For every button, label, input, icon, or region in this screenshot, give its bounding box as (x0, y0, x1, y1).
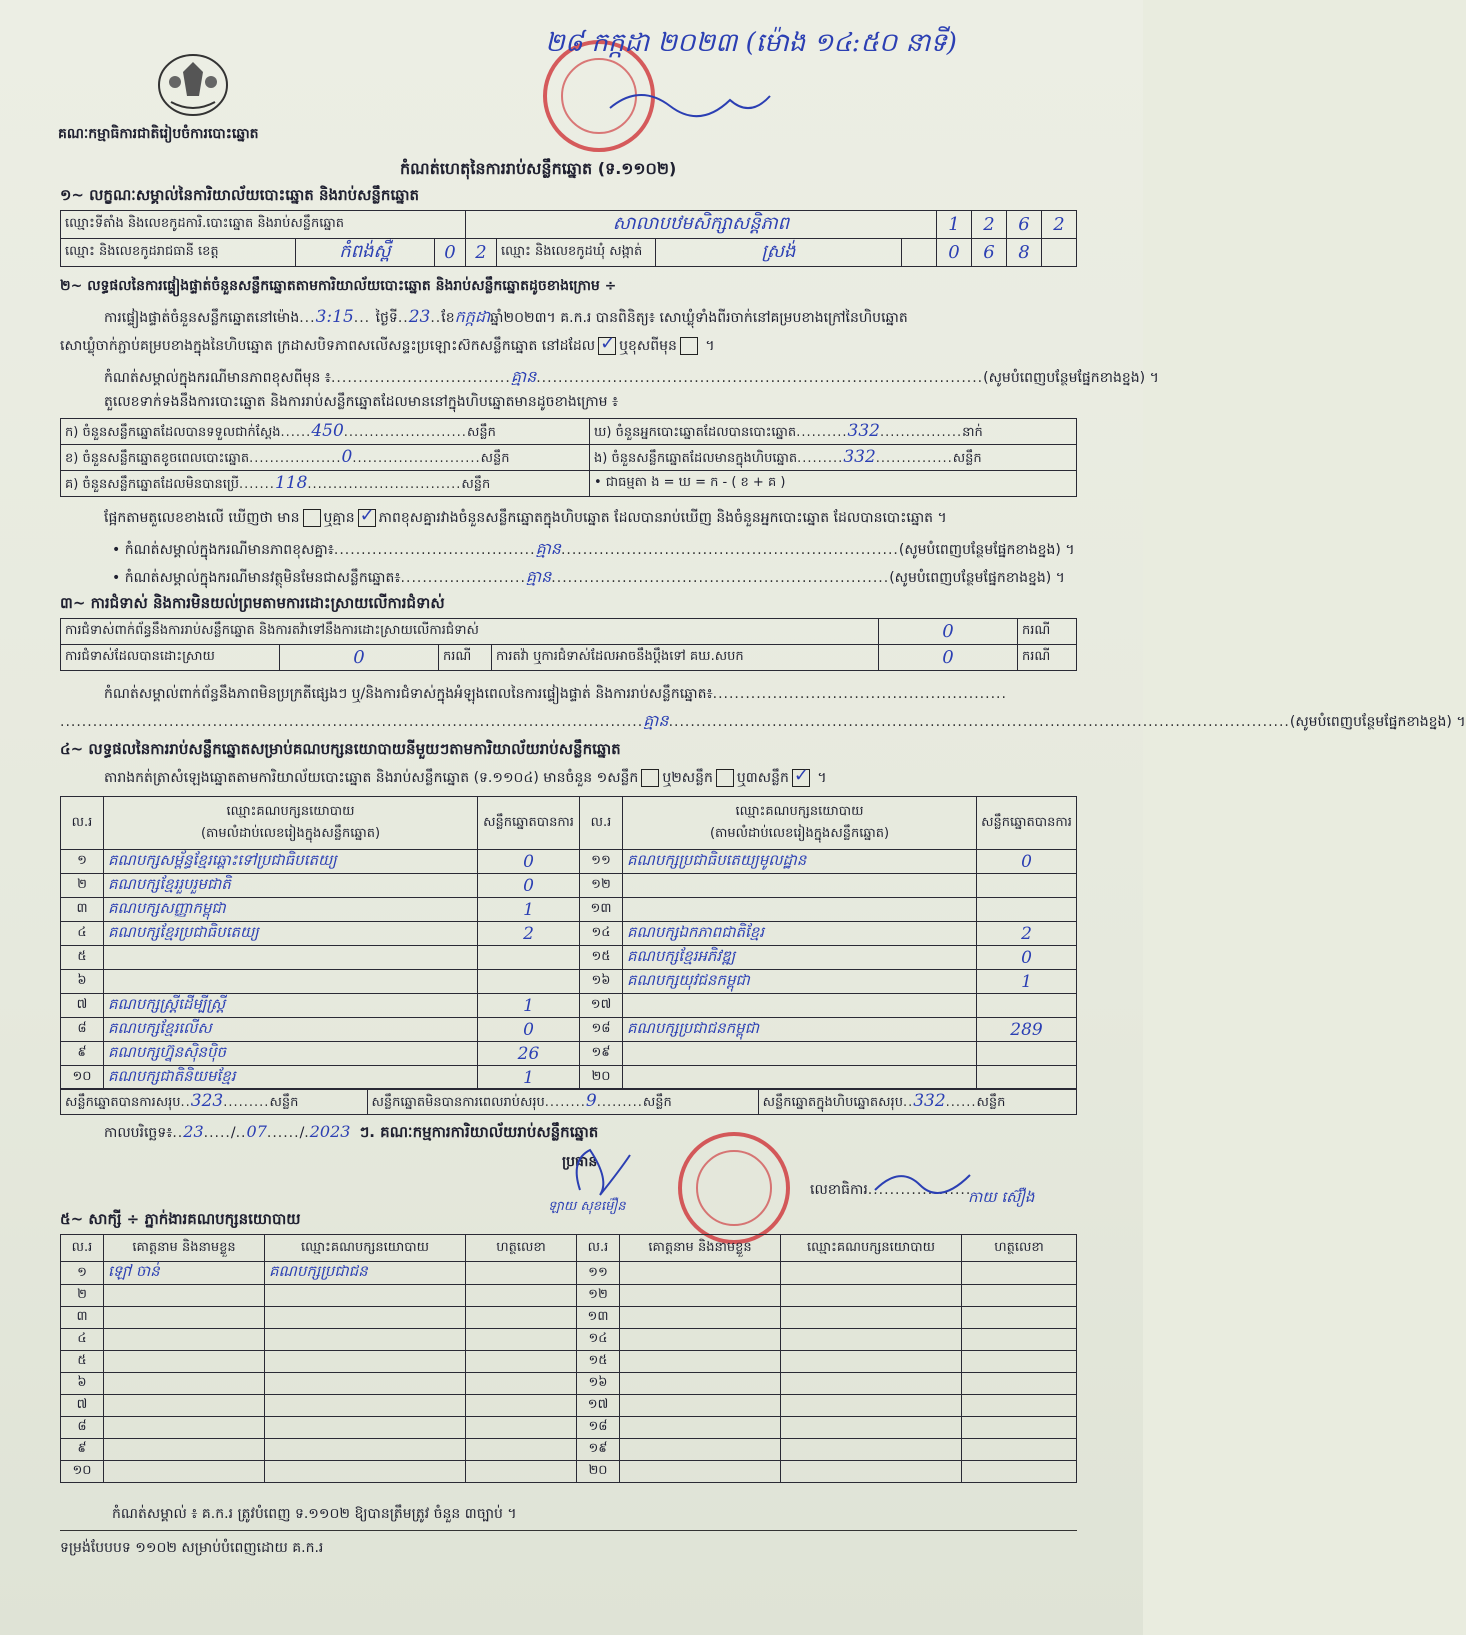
party-row (61, 994, 1077, 1018)
footer-divider (60, 1530, 1077, 1531)
witness-name (104, 1373, 265, 1395)
party-votes: 1 (478, 898, 580, 922)
secretary-name: កាយ ស៊ឿង (968, 1188, 1035, 1206)
witness-name (620, 1373, 781, 1395)
party-number: ១០ (61, 1066, 104, 1090)
witness-signature (962, 1395, 1077, 1417)
party-name (623, 1042, 977, 1066)
party-name: គណបក្សខ្មែររួបរួមជាតិ (104, 874, 478, 898)
party-votes: 0 (977, 850, 1077, 874)
party-number: ៣ (61, 898, 104, 922)
witness-signature (962, 1307, 1077, 1329)
party-name (104, 970, 478, 994)
chair-label: ប្រធាន (562, 1154, 598, 1170)
witness-number: ១៥ (577, 1351, 620, 1373)
witness-signature (466, 1439, 577, 1461)
witness-party (781, 1329, 962, 1351)
party-votes: 0 (478, 1018, 580, 1042)
party-name (623, 898, 977, 922)
diff-note-line: កំណត់សម្គាល់ក្នុងករណីមានភាពខុសពីមុន ៖.................................គ្មាន..................................................................................(សូមបំពេញបន្ថែមផ្នែកខាងខ្នង) ។ (104, 367, 1159, 386)
party-votes (977, 1042, 1077, 1066)
station-value: សាលាបឋមសិក្សាសន្តិភាព (466, 211, 937, 239)
count-formula: • ជាធម្មតា ង = ឃ = ក - ( ខ + គ ) (590, 471, 1077, 497)
witness-number: ១៤ (577, 1329, 620, 1351)
province-value: កំពង់ស្ពឺ (296, 239, 435, 267)
no-diff-checkbox[interactable] (358, 509, 376, 527)
commune-code-2: 6 (972, 239, 1007, 267)
party-row (61, 970, 1077, 994)
witness-number: ៨ (61, 1417, 104, 1439)
witness-name (620, 1307, 781, 1329)
verify-month: កក្កដា (454, 307, 491, 326)
party-name: គណបក្សខ្មែរអភិវឌ្ឍ (623, 946, 977, 970)
chair-name: ឡាយ សុខម៉ឿន (548, 1199, 626, 1214)
one-sheet-checkbox[interactable] (641, 769, 659, 787)
witness-signature (466, 1351, 577, 1373)
commune-code-3: 8 (1007, 239, 1042, 267)
irregularity-note: កំណត់សម្គាល់ពាក់ព័ន្ធនឹងភាពមិនប្រក្រតីផ្សេងៗ ឬ/និងការជំទាស់ក្នុងអំឡុងពេលនៃការផ្ទៀងផ្ទាត់ និងការរាប់សន្លឹកឆ្នោត៖...................................................... (104, 686, 1007, 702)
resolved-value: 0 (280, 645, 439, 671)
objection-value: 0 (879, 619, 1018, 645)
complaint-value: 0 (879, 645, 1018, 671)
party-number: ១៧ (580, 994, 623, 1018)
party-number: ៤ (61, 922, 104, 946)
party-number: ៦ (61, 970, 104, 994)
party-name: គណបក្សប្រជាធិបតេយ្យមូលដ្ឋាន (623, 850, 977, 874)
diff-count-note: • កំណត់សម្គាល់ក្នុងករណីមានភាពខុសគ្នា៖.....................................គ្មាន..............................................................(សូមបំពេញបន្ថែមផ្នែកខាងខ្នង) ។ (112, 539, 1075, 558)
witness-table: ល.រ គោត្តនាម និងនាមខ្លួន ឈ្មោះគណបក្សនយោបាយ ហត្ថលេខា ល.រ គោត្តនាម និងនាមខ្លួន ឈ្មោះគណបក្សនយោបាយ ហត្ថលេខា ១ ឡៅ ចាន់ គណបក្សប្រជាជន ១១ ២ ១២ ៣ ១៣ ៤ ១៤ ៥ ១៥ ៦ ១៦ ៧ ១៧ ៨ ១៨ ៩ ១៩ ១០ ២០ (60, 1234, 1077, 1483)
station-code-3: 6 (1007, 211, 1042, 239)
witness-name (104, 1395, 265, 1417)
party-number: ៨ (61, 1018, 104, 1042)
party-name (104, 946, 478, 970)
party-number: ១២ (580, 874, 623, 898)
party-votes: 26 (478, 1042, 580, 1066)
party-name: គណបក្សសម្ព័ន្ធខ្មែរ​ឆ្ពោះទៅប្រជាធិបតេយ្យ (104, 850, 478, 874)
witness-name (620, 1351, 781, 1373)
party-votes (977, 994, 1077, 1018)
witness-number: ១០ (61, 1461, 104, 1483)
party-number: ១១ (580, 850, 623, 874)
party-row (61, 850, 1077, 874)
party-votes: 2 (478, 922, 580, 946)
witness-row (61, 1417, 1077, 1439)
witness-party (265, 1373, 466, 1395)
irregularity-note-line2: ...........................................................................................................គ្មាន..................................................................................................................(សូមបំពេញបន្ថែមផ្នែកខាងខ្នង) ។ (60, 711, 1466, 730)
witness-number: ៥ (61, 1351, 104, 1373)
party-results-table: ល.រ ឈ្មោះគណបក្សនយោបាយ (តាមលំដាប់លេខរៀងក្នុងសន្លឹកឆ្នោត) សន្លឹកឆ្នោតបានការ ល.រ ឈ្មោះគណបក្សនយោបាយ (តាមលំដាប់លេខរៀងក្នុងសន្លឹកឆ្នោត) សន្លឹកឆ្នោតបានការ ១ គណបក្សសម្ព័ន្ធខ្មែរ​ឆ្ពោះទៅប្រជាធិបតេយ្យ 0 ១១ គណបក្សប្រជាធិបតេយ្យមូលដ្ឋាន 0 ២ គណបក្សខ្មែររួបរួមជាតិ 0 ១២ ៣ គណបក្សសញ្ញាកម្ពុជា 1 ១៣ ៤ គណបក្សខ្មែរប្រជាធិបតេយ្យ 2 ១៤ គណបក្សឯកភាពជាតិខ្មែរ 2 ៥ ១៥ គណបក្សខ្មែរអភិវឌ្ឍ 0 ៦ ១៦ គណបក្សយុវជនកម្ពុជា 1 ៧ គណបក្សស្ត្រីដើម្បីស្ត្រី 1 ១៧ ៨ គណបក្សខ្មែរលើស 0 ១៨ គណបក្សប្រជាជនកម្ពុជា 289 ៩ គណបក្សហ្វ៊ុនស៊ិនប៉ិច 26 ១៩ ១០ គណបក្សជាតិនិយមខ្មែរ 1 ២០ (60, 796, 1077, 1090)
complaint-label: ការតវ៉ា ឬការជំទាស់ដែលអាចនឹងប្ដឹងទៅ គឃ.សបក (492, 645, 879, 671)
witness-party (265, 1395, 466, 1417)
party-votes (977, 1066, 1077, 1090)
witness-number: ៦ (61, 1373, 104, 1395)
party-votes: 2 (977, 922, 1077, 946)
count-e: ង) ចំនួនសន្លឹកឆ្នោតដែលមានក្នុងហិបឆ្នោត.........332...............សន្លឹក (590, 445, 1077, 471)
party-votes (478, 970, 580, 994)
witness-name (104, 1329, 265, 1351)
witness-row (61, 1329, 1077, 1351)
party-number: ១៨ (580, 1018, 623, 1042)
commune-value: ស្រង់ (656, 239, 902, 267)
witness-party (265, 1439, 466, 1461)
party-name: គណបក្សជាតិនិយមខ្មែរ (104, 1066, 478, 1090)
date-time-note: ២៨ កក្កដា ២០២៣ (ម៉ោង ១៤:៥០ នាទី) (545, 28, 957, 58)
section1-heading: ១~ លក្ខណៈសម្គាល់នៃការិយាល័យបោះឆ្នោត និងរាប់សន្លឹកឆ្នោត (60, 186, 420, 204)
commune-label: ឈ្មោះ និងលេខកូដឃុំ សង្កាត់ (497, 239, 656, 267)
party-row (61, 946, 1077, 970)
witness-signature (962, 1461, 1077, 1483)
section2-heading: ២~ លទ្ធផលនៃការផ្ទៀងផ្ទាត់ចំនួនសន្លឹកឆ្នោតតាមការិយាល័យបោះឆ្នោត និងរាប់សន្លឹកឆ្នោតដូចខាងក្រោម ÷ (60, 278, 617, 294)
totals-table (60, 1088, 1077, 1115)
witness-name (620, 1395, 781, 1417)
station-info-table (60, 210, 1077, 267)
witness-party (265, 1351, 466, 1373)
count-b: ខ) ចំនួនសន្លឹកឆ្នោតខូចពេលបោះឆ្នោត..................0.........................សន្លឹក (61, 445, 590, 471)
province-code-1: 0 (435, 239, 466, 267)
party-number: ១៩ (580, 1042, 623, 1066)
witness-signature (466, 1307, 577, 1329)
witness-row (61, 1285, 1077, 1307)
party-votes: 0 (478, 850, 580, 874)
witness-party (781, 1417, 962, 1439)
party-name: គណបក្សខ្មែរលើស (104, 1018, 478, 1042)
compare-line: ផ្អែកតាមតួលេខខាងលើ ឃើញថា មាន ឬគ្មាន✓ ភាពខុសគ្នារវាងចំនួនសន្លឹកឆ្នោតក្នុងហិបឆ្នោត ដែលបានរាប់ឃើញ និងចំនួនអ្នកបោះឆ្នោត ដែលបានបោះឆ្នោត ។ (104, 508, 947, 529)
witness-name (620, 1439, 781, 1461)
verify-time: 3:15 (315, 307, 354, 327)
witness-number: ៤ (61, 1329, 104, 1351)
witness-signature (466, 1329, 577, 1351)
witness-name (104, 1439, 265, 1461)
tally-sheet-line: តារាងកត់ត្រាសំឡេងឆ្នោតតាមការិយាល័យបោះឆ្នោត និងរាប់សន្លឹកឆ្នោត (ទ.១១០៤) មានចំនួន ១សន្លឹក ឬ២សន្លឹក ឬ៣សន្លឹក✓ ។ (104, 768, 827, 789)
different-checkbox[interactable] (680, 337, 698, 355)
party-name (623, 874, 977, 898)
witness-number: ២០ (577, 1461, 620, 1483)
resolved-label: ការជំទាស់ដែលបានដោះស្រាយ (61, 645, 280, 671)
two-sheet-checkbox[interactable] (716, 769, 734, 787)
counts-table (60, 418, 1077, 497)
witness-name (620, 1461, 781, 1483)
party-name: គណបក្សខ្មែរប្រជាធិបតេយ្យ (104, 922, 478, 946)
witness-name (104, 1285, 265, 1307)
witness-name (104, 1351, 265, 1373)
party-number: ២ (61, 874, 104, 898)
witness-party (265, 1285, 466, 1307)
witness-row (61, 1262, 1077, 1285)
witness-signature (466, 1461, 577, 1483)
witness-signature (962, 1373, 1077, 1395)
witness-number: ១៦ (577, 1373, 620, 1395)
party-votes (977, 898, 1077, 922)
witness-party (265, 1329, 466, 1351)
has-diff-checkbox[interactable] (303, 509, 321, 527)
party-votes: 1 (977, 970, 1077, 994)
witness-party (781, 1373, 962, 1395)
nec-emblem-icon (155, 52, 231, 118)
party-row (61, 1066, 1077, 1090)
party-name: គណបក្សយុវជនកម្ពុជា (623, 970, 977, 994)
same-checkbox[interactable] (598, 337, 616, 355)
witness-number: ១៩ (577, 1439, 620, 1461)
witness-number: ១៨ (577, 1417, 620, 1439)
witness-party (781, 1439, 962, 1461)
section5-heading: ៥~ សាក្សី ÷ ភ្នាក់ងារគណបក្សនយោបាយ (60, 1210, 301, 1228)
party-row (61, 1042, 1077, 1066)
diff-note-value: គ្មាន (510, 367, 537, 386)
party-votes: 1 (478, 1066, 580, 1090)
witness-number: ២ (61, 1285, 104, 1307)
witness-number: ១៧ (577, 1395, 620, 1417)
total-box: សន្លឹកឆ្នោតក្នុងហិបឆ្នោតសរុប..332......សន្លឹក (758, 1089, 1076, 1115)
count-a: ក) ចំនួនសន្លឹកឆ្នោតដែលបានទទួលជាក់ស្ដែង......450........................សន្លឹក (61, 419, 590, 445)
witness-number: ១ (61, 1262, 104, 1285)
verify-line-2: សោឃ្លុំចាក់ភ្ជាប់គម្របខាងក្នុងនៃហិបឆ្នោត ក្រដាសបិទភាពសលើសន្ទះប្រឡោះស៊កសន្លឹកឆ្នោត នៅដដែល✓ ឬខុសពីមុន ។ (60, 336, 715, 357)
section3-heading: ៣~ ការជំទាស់ និងការមិនយល់ព្រមតាមការដោះស្រាយលើការជំទាស់ (60, 594, 445, 612)
party-name: គណបក្សប្រជាជនកម្ពុជា (623, 1018, 977, 1042)
witness-party: គណបក្សប្រជាជន (265, 1262, 466, 1285)
station-label: ឈ្មោះទីតាំង និងលេខកូដការិ.បោះឆ្នោត និងរាប់សន្លឹកឆ្នោត (61, 211, 466, 239)
witness-signature (466, 1395, 577, 1417)
witness-name (104, 1461, 265, 1483)
party-number: ៧ (61, 994, 104, 1018)
party-votes: 289 (977, 1018, 1077, 1042)
witness-number: ១២ (577, 1285, 620, 1307)
witness-party (781, 1461, 962, 1483)
chair-signature (560, 1140, 640, 1200)
party-number: ៥ (61, 946, 104, 970)
official-stamp-bottom (678, 1132, 790, 1244)
party-number: ១៥ (580, 946, 623, 970)
party-number: ១៤ (580, 922, 623, 946)
witness-number: ៣ (61, 1307, 104, 1329)
count-c: គ) ចំនួនសន្លឹកឆ្នោតដែលមិនបានប្រើ.......118..............................សន្លឹក (61, 471, 590, 497)
witness-name (620, 1262, 781, 1285)
counts-intro: តួលេខទាក់ទងនឹងការបោះឆ្នោត និងការរាប់សន្លឹកឆ្នោតដែលមាននៅក្នុងហិបឆ្នោតមានដូចខាងក្រោម ៖ (104, 394, 619, 410)
party-votes: 0 (478, 874, 580, 898)
total-valid: សន្លឹកឆ្នោតបានការសរុប..323.........សន្លឹក (61, 1089, 368, 1115)
province-label: ឈ្មោះ និងលេខកូដរាជធានី ខេត្ត (61, 239, 296, 267)
commune-code-1: 0 (937, 239, 972, 267)
signing-date: កាលបរិច្ឆេទ៖..23...../..07....../.2023 ៗ. គណៈកម្មការការិយាល័យរាប់សន្លឹកឆ្នោត (104, 1122, 599, 1141)
witness-number: ៩ (61, 1439, 104, 1461)
invalid-object-note: • កំណត់សម្គាល់ក្នុងករណីមានវត្ថុមិនមែនជាសន្លឹកឆ្នោត៖.......................គ្មាន..............................................................(សូមបំពេញបន្ថែមផ្នែកខាងខ្នង) ។ (112, 567, 1065, 586)
witness-row (61, 1461, 1077, 1483)
party-name: គណបក្សសញ្ញាកម្ពុជា (104, 898, 478, 922)
party-votes: 1 (478, 994, 580, 1018)
witness-number: ៧ (61, 1395, 104, 1417)
witness-party (781, 1351, 962, 1373)
witness-party (265, 1417, 466, 1439)
objection-label: ការជំទាស់ពាក់ព័ន្ធនឹងការរាប់សន្លឹកឆ្នោត និងការតវ៉ាទៅនឹងការដោះស្រាយលើការជំទាស់ (61, 619, 879, 645)
witness-signature (962, 1285, 1077, 1307)
form-footer: ទម្រង់បែបបទ ១១០២ សម្រាប់បំពេញដោយ គ.ក.រ (60, 1540, 324, 1556)
witness-row (61, 1307, 1077, 1329)
section4-heading: ៤~ លទ្ធផលនៃការរាប់សន្លឹកឆ្នោតសម្រាប់គណបក្សនយោបាយនីមួយៗតាមការិយាល័យរាប់សន្លឹកឆ្នោត (60, 740, 621, 758)
committee-name: គណៈកម្មាធិការជាតិរៀបចំការបោះឆ្នោត (58, 126, 259, 142)
witness-row (61, 1351, 1077, 1373)
party-row (61, 1018, 1077, 1042)
witness-signature (962, 1329, 1077, 1351)
secretary-label: លេខាធិការ................... (810, 1182, 972, 1198)
witness-row (61, 1373, 1077, 1395)
witness-name: ឡៅ ចាន់ (104, 1262, 265, 1285)
witness-signature (962, 1417, 1077, 1439)
count-d: ឃ) ចំនួនអ្នកបោះឆ្នោតដែលបានបោះឆ្នោត..........332................នាក់ (590, 419, 1077, 445)
form-title: កំណត់ហេតុនៃការរាប់សន្លឹកឆ្នោត (ទ.១១០២) (400, 159, 677, 178)
witness-name (620, 1417, 781, 1439)
witness-party (781, 1395, 962, 1417)
witness-party (781, 1262, 962, 1285)
party-number: ១ (61, 850, 104, 874)
party-name: គណបក្សឯកភាពជាតិខ្មែរ (623, 922, 977, 946)
witness-party (265, 1461, 466, 1483)
three-sheet-checkbox[interactable] (792, 769, 810, 787)
secretary-signature (870, 1160, 980, 1200)
footer-note: កំណត់សម្គាល់ ៖ គ.ក.រ ត្រូវបំពេញ ទ.១១០២ ឱ្យបានត្រឹមត្រូវ ចំនួន ៣ច្បាប់ ។ (112, 1506, 517, 1522)
party-row (61, 922, 1077, 946)
witness-party (781, 1307, 962, 1329)
total-invalid: សន្លឹកឆ្នោតមិនបានការពេលរាប់សរុប........9.........សន្លឹក (367, 1089, 758, 1115)
station-code-2: 2 (972, 211, 1007, 239)
witness-name (104, 1417, 265, 1439)
party-row (61, 898, 1077, 922)
witness-signature (962, 1262, 1077, 1285)
party-number: ៩ (61, 1042, 104, 1066)
party-number: ១៦ (580, 970, 623, 994)
witness-number: ១១ (577, 1262, 620, 1285)
objection-table: ការជំទាស់ពាក់ព័ន្ធនឹងការរាប់សន្លឹកឆ្នោត និងការតវ៉ាទៅនឹងការដោះស្រាយលើការជំទាស់ 0 ករណី ការជំទាស់ដែលបានដោះស្រាយ 0 ករណី ការតវ៉ា ឬការជំទាស់ដែលអាចនឹងប្ដឹងទៅ គឃ.សបក 0 ករណី (60, 618, 1077, 671)
party-name: គណបក្សហ្វ៊ុនស៊ិនប៉ិច (104, 1042, 478, 1066)
witness-name (620, 1285, 781, 1307)
party-number: ២០ (580, 1066, 623, 1090)
witness-signature (466, 1373, 577, 1395)
witness-signature (466, 1285, 577, 1307)
witness-party (265, 1307, 466, 1329)
party-votes (977, 874, 1077, 898)
party-name: គណបក្សស្ត្រីដើម្បីស្ត្រី (104, 994, 478, 1018)
station-code-4: 2 (1042, 211, 1077, 239)
party-number: ១៣ (580, 898, 623, 922)
verify-line-1: ការផ្ទៀងផ្ទាត់ចំនួនសន្លឹកឆ្នោតនៅម៉ោង...3:15... ថ្ងៃទី..23..ខែកក្កដាឆ្នាំ២០២៣។ គ.ក.រ បានពិនិត្យ៖ សោឃ្លុំទាំងពីរចាក់នៅគម្របខាងក្រៅនៃហិបឆ្នោត (104, 307, 908, 327)
party-row (61, 874, 1077, 898)
witness-signature (962, 1439, 1077, 1461)
party-votes (478, 946, 580, 970)
province-code-2: 2 (466, 239, 497, 267)
party-name (623, 1066, 977, 1090)
party-votes: 0 (977, 946, 1077, 970)
witness-signature (962, 1351, 1077, 1373)
witness-row (61, 1439, 1077, 1461)
witness-name (104, 1307, 265, 1329)
signature-top (600, 78, 780, 128)
party-name (623, 994, 977, 1018)
witness-row (61, 1395, 1077, 1417)
verify-day: 23 (408, 307, 431, 327)
witness-number: ១៣ (577, 1307, 620, 1329)
witness-party (781, 1285, 962, 1307)
witness-signature (466, 1417, 577, 1439)
station-code-1: 1 (937, 211, 972, 239)
witness-name (620, 1329, 781, 1351)
witness-signature (466, 1262, 577, 1285)
